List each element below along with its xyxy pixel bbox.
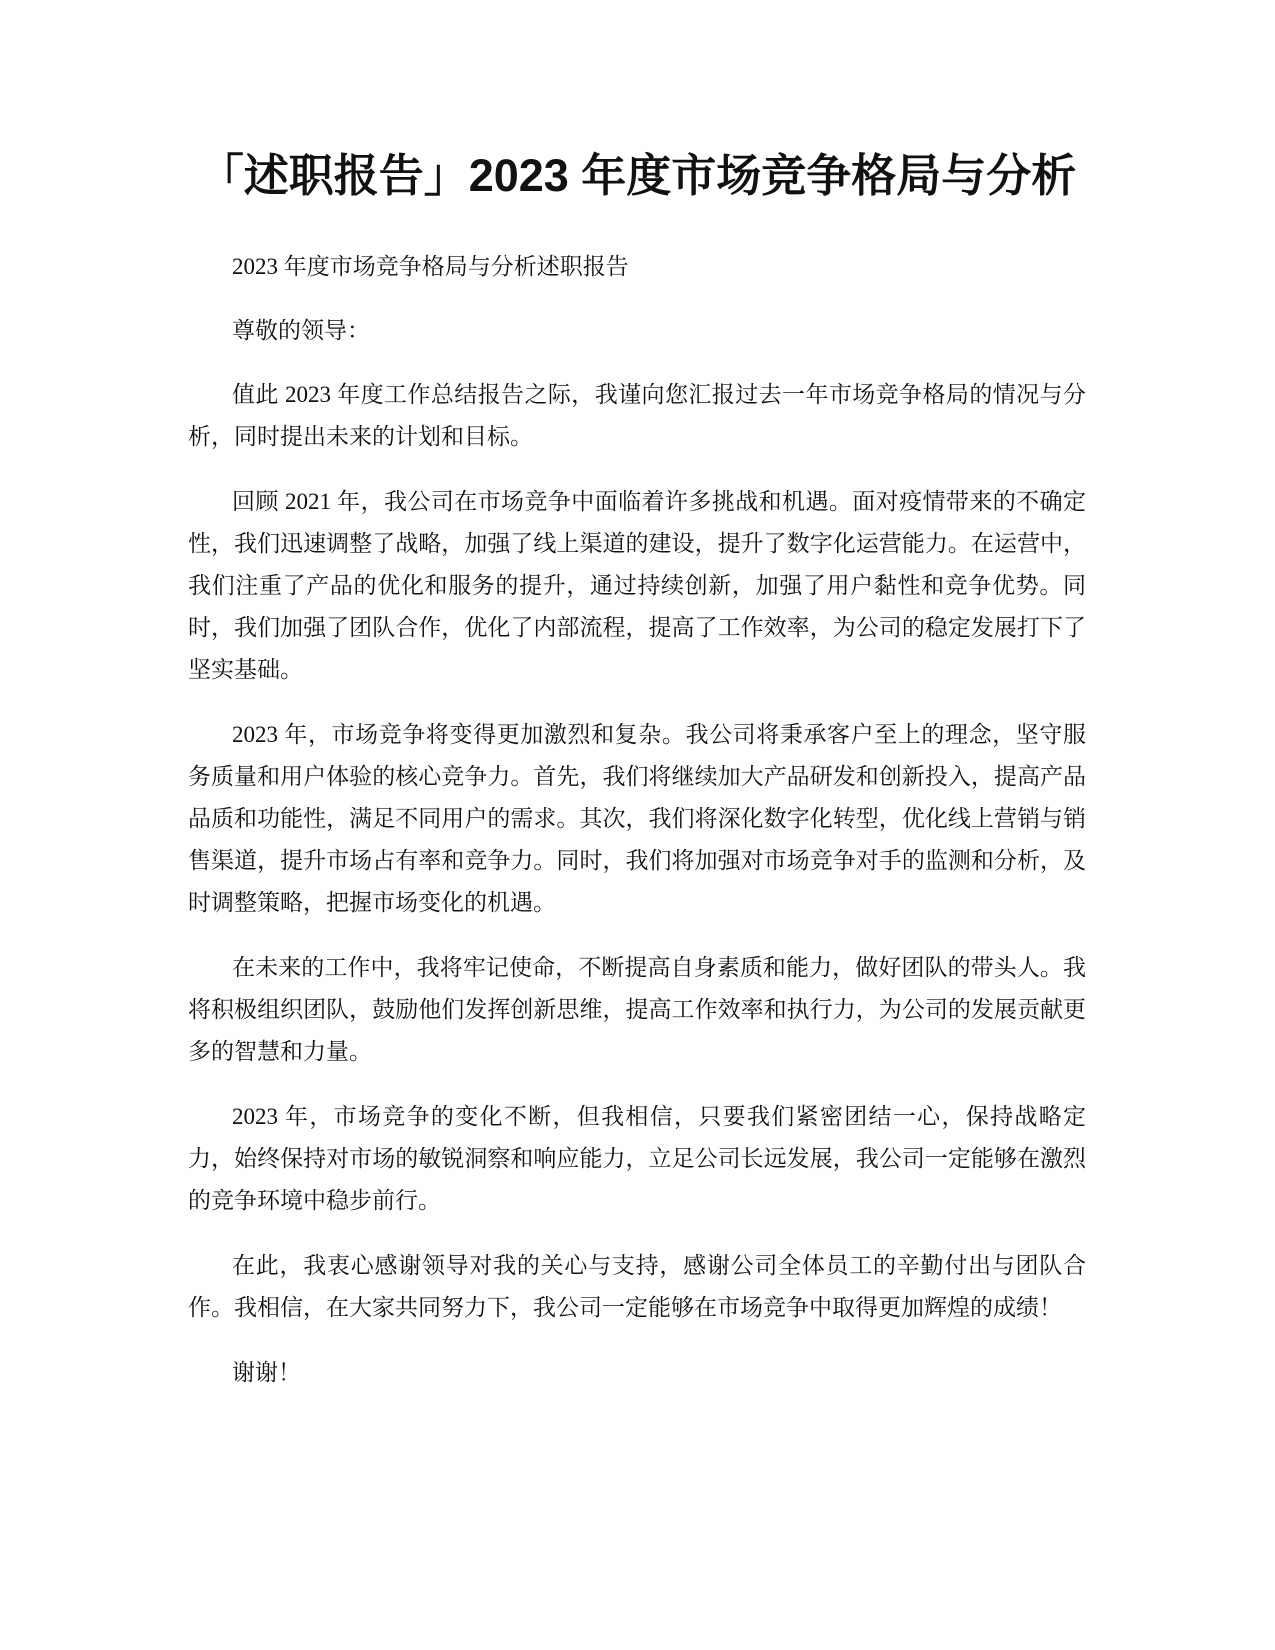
report-subtitle: 2023 年度市场竞争格局与分析述职报告 (232, 254, 629, 279)
paragraph-personal-goals: 在未来的工作中，我将牢记使命，不断提高自身素质和能力，做好团队的带头人。我将积极组织团队，鼓励他们发挥创新思维，提高工作效率和执行力，为公司的发展贡献更多的智慧和力量。 (188, 955, 1086, 1064)
paragraph-thanks: 在此，我衷心感谢领导对我的关心与支持，感谢公司全体员工的辛勤付出与团队合作。我相信，在大家共同努力下，我公司一定能够在市场竞争中取得更加辉煌的成绩！ (188, 1253, 1086, 1320)
paragraph-intro: 值此 2023 年度工作总结报告之际，我谨向您汇报过去一年市场竞争格局的情况与分析，同时提出未来的计划和目标。 (188, 382, 1086, 449)
document-title: 「述职报告」2023 年度市场竞争格局与分析 (198, 150, 1077, 201)
closing: 谢谢！ (232, 1360, 301, 1385)
paragraph-plan: 2023 年，市场竞争将变得更加激烈和复杂。我公司将秉承客户至上的理念，坚守服务质量和用户体验的核心竞争力。首先，我们将继续加大产品研发和创新投入，提高产品品质和功能性，满足不同用户的需求。其次，我们将深化数字化转型，优化线上营销与销售渠道，提升市场占有率和竞争力。同时，我们将加强对市场竞争对手的监测和分析，及时调整策略，把握市场变化的机遇。 (188, 722, 1086, 915)
document-body (188, 246, 1086, 1416)
paragraph-review: 回顾 2021 年，我公司在市场竞争中面临着许多挑战和机遇。面对疫情带来的不确定性，我们迅速调整了战略，加强了线上渠道的建设，提升了数字化运营能力。在运营中，我们注重了产品的优化和服务的提升，通过持续创新，加强了用户黏性和竞争优势。同时，我们加强了团队合作，优化了内部流程，提高了工作效率，为公司的稳定发展打下了坚实基础。 (188, 489, 1086, 682)
paragraph-outlook: 2023 年，市场竞争的变化不断，但我相信，只要我们紧密团结一心，保持战略定力，始终保持对市场的敏锐洞察和响应能力，立足公司长远发展，我公司一定能够在激烈的竞争环境中稳步前行。 (188, 1104, 1086, 1213)
salutation: 尊敬的领导： (232, 318, 370, 343)
